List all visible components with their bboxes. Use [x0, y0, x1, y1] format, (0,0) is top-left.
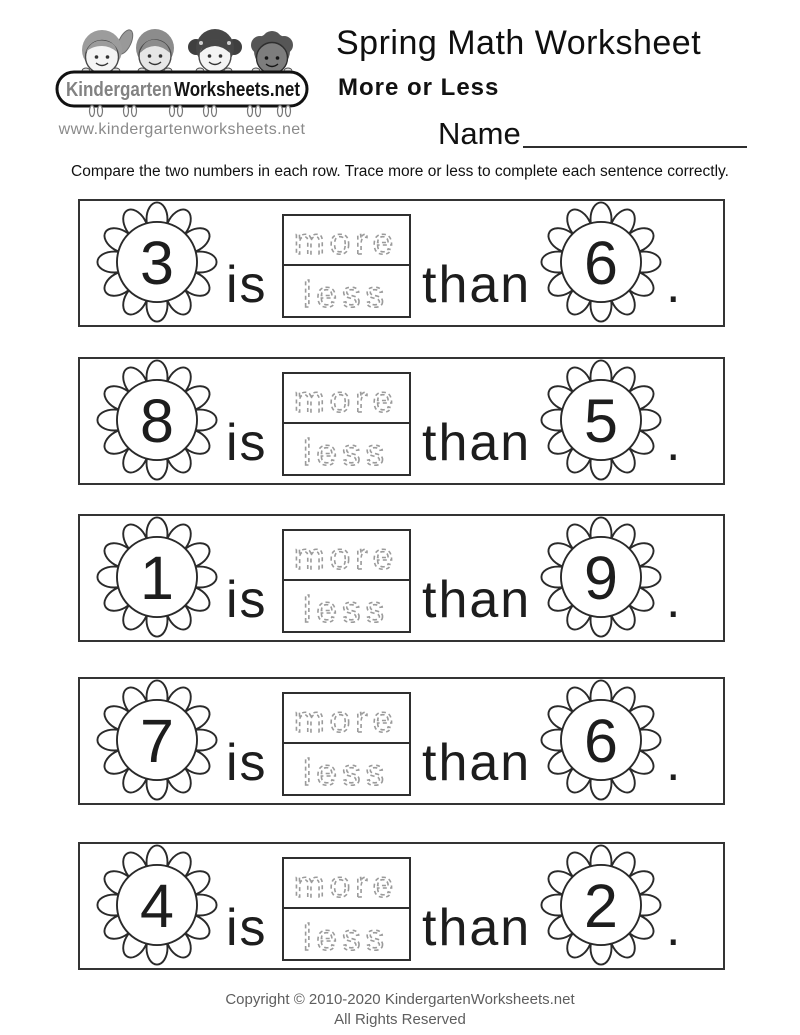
left-number: 7: [140, 706, 174, 775]
flower-right: [540, 516, 662, 638]
kid-boy-curly-illustration: [251, 31, 293, 74]
trace-less-area[interactable]: [284, 266, 409, 316]
svg-text:more: more: [293, 536, 399, 577]
logo-text-worksheets: Worksheets.net: [174, 79, 301, 101]
kid-boy-illustration: [136, 29, 174, 72]
trace-more-area[interactable]: [284, 859, 409, 909]
svg-text:less: less: [303, 432, 389, 472]
trace-word-more: [284, 694, 409, 740]
svg-text:less: less: [303, 752, 389, 792]
sentence-period: .: [666, 571, 683, 629]
sentence-period: .: [666, 414, 683, 472]
sentence-period: .: [666, 734, 683, 792]
flower-left: [96, 844, 218, 966]
site-logo: [52, 12, 312, 124]
right-number: 6: [584, 706, 618, 775]
name-label: Name: [438, 116, 521, 151]
trace-word-less: [284, 581, 409, 629]
flower-left: [96, 516, 218, 638]
flower-left: [96, 359, 218, 481]
svg-text:less: less: [303, 589, 389, 629]
word-than: than: [422, 899, 532, 957]
exercise-row: [78, 514, 725, 642]
trace-box[interactable]: [282, 857, 411, 961]
flower-right: [540, 201, 662, 323]
word-is: is: [226, 256, 268, 314]
left-number: 8: [140, 386, 174, 455]
kid-girl-ponytail-illustration: [82, 28, 136, 74]
flower-right: [540, 359, 662, 481]
trace-word-less: [284, 744, 409, 792]
trace-less-area[interactable]: [284, 909, 409, 959]
trace-box[interactable]: [282, 692, 411, 796]
kid-girl-pigtails-illustration: [188, 29, 242, 72]
footer: [0, 990, 800, 1031]
trace-less-area[interactable]: [284, 424, 409, 474]
svg-text:less: less: [303, 917, 389, 957]
word-is: is: [226, 571, 268, 629]
svg-text:more: more: [293, 864, 399, 905]
word-is: is: [226, 899, 268, 957]
left-number: 1: [140, 543, 174, 612]
word-than: than: [422, 571, 532, 629]
sentence-period: .: [666, 256, 683, 314]
word-than: than: [422, 414, 532, 472]
svg-text:more: more: [293, 379, 399, 420]
trace-word-less: [284, 909, 409, 957]
trace-box[interactable]: [282, 529, 411, 633]
copyright-text: Copyright © 2010-2020 KindergartenWorksheets.net: [225, 991, 575, 1008]
trace-more-area[interactable]: [284, 216, 409, 266]
logo-text-kindergarten: Kindergarten: [66, 79, 172, 101]
instructions-text: Compare the two numbers in each row. Trace more or less to complete each sentence correctly.: [71, 163, 729, 180]
word-than: than: [422, 734, 532, 792]
flower-left: [96, 679, 218, 801]
page-title: Spring Math Worksheet: [336, 24, 702, 62]
word-than: than: [422, 256, 532, 314]
word-is: is: [226, 414, 268, 472]
left-number: 3: [140, 228, 174, 297]
left-number: 4: [140, 871, 174, 940]
exercise-row: [78, 677, 725, 805]
trace-word-less: [284, 266, 409, 314]
website-url: www.kindergartenworksheets.net: [58, 121, 306, 138]
trace-less-area[interactable]: [284, 581, 409, 631]
flower-left: [96, 201, 218, 323]
name-input-line[interactable]: [523, 146, 747, 148]
trace-word-more: [284, 531, 409, 577]
trace-box[interactable]: [282, 372, 411, 476]
exercise-row: [78, 842, 725, 970]
svg-text:less: less: [303, 274, 389, 314]
right-number: 5: [584, 386, 618, 455]
trace-word-more: [284, 216, 409, 262]
rights-text: All Rights Reserved: [334, 1011, 466, 1029]
trace-word-more: [284, 859, 409, 905]
trace-more-area[interactable]: [284, 531, 409, 581]
name-field: [438, 116, 747, 152]
svg-text:more: more: [293, 699, 399, 740]
trace-box[interactable]: [282, 214, 411, 318]
trace-less-area[interactable]: [284, 744, 409, 794]
trace-word-more: [284, 374, 409, 420]
sentence-period: .: [666, 899, 683, 957]
word-is: is: [226, 734, 268, 792]
flower-right: [540, 679, 662, 801]
right-number: 2: [584, 871, 618, 940]
svg-text:more: more: [293, 221, 399, 262]
exercise-row: [78, 199, 725, 327]
exercise-row: [78, 357, 725, 485]
right-number: 9: [584, 543, 618, 612]
flower-right: [540, 844, 662, 966]
trace-more-area[interactable]: [284, 694, 409, 744]
trace-word-less: [284, 424, 409, 472]
right-number: 6: [584, 228, 618, 297]
page-subtitle: More or Less: [338, 74, 500, 101]
trace-more-area[interactable]: [284, 374, 409, 424]
